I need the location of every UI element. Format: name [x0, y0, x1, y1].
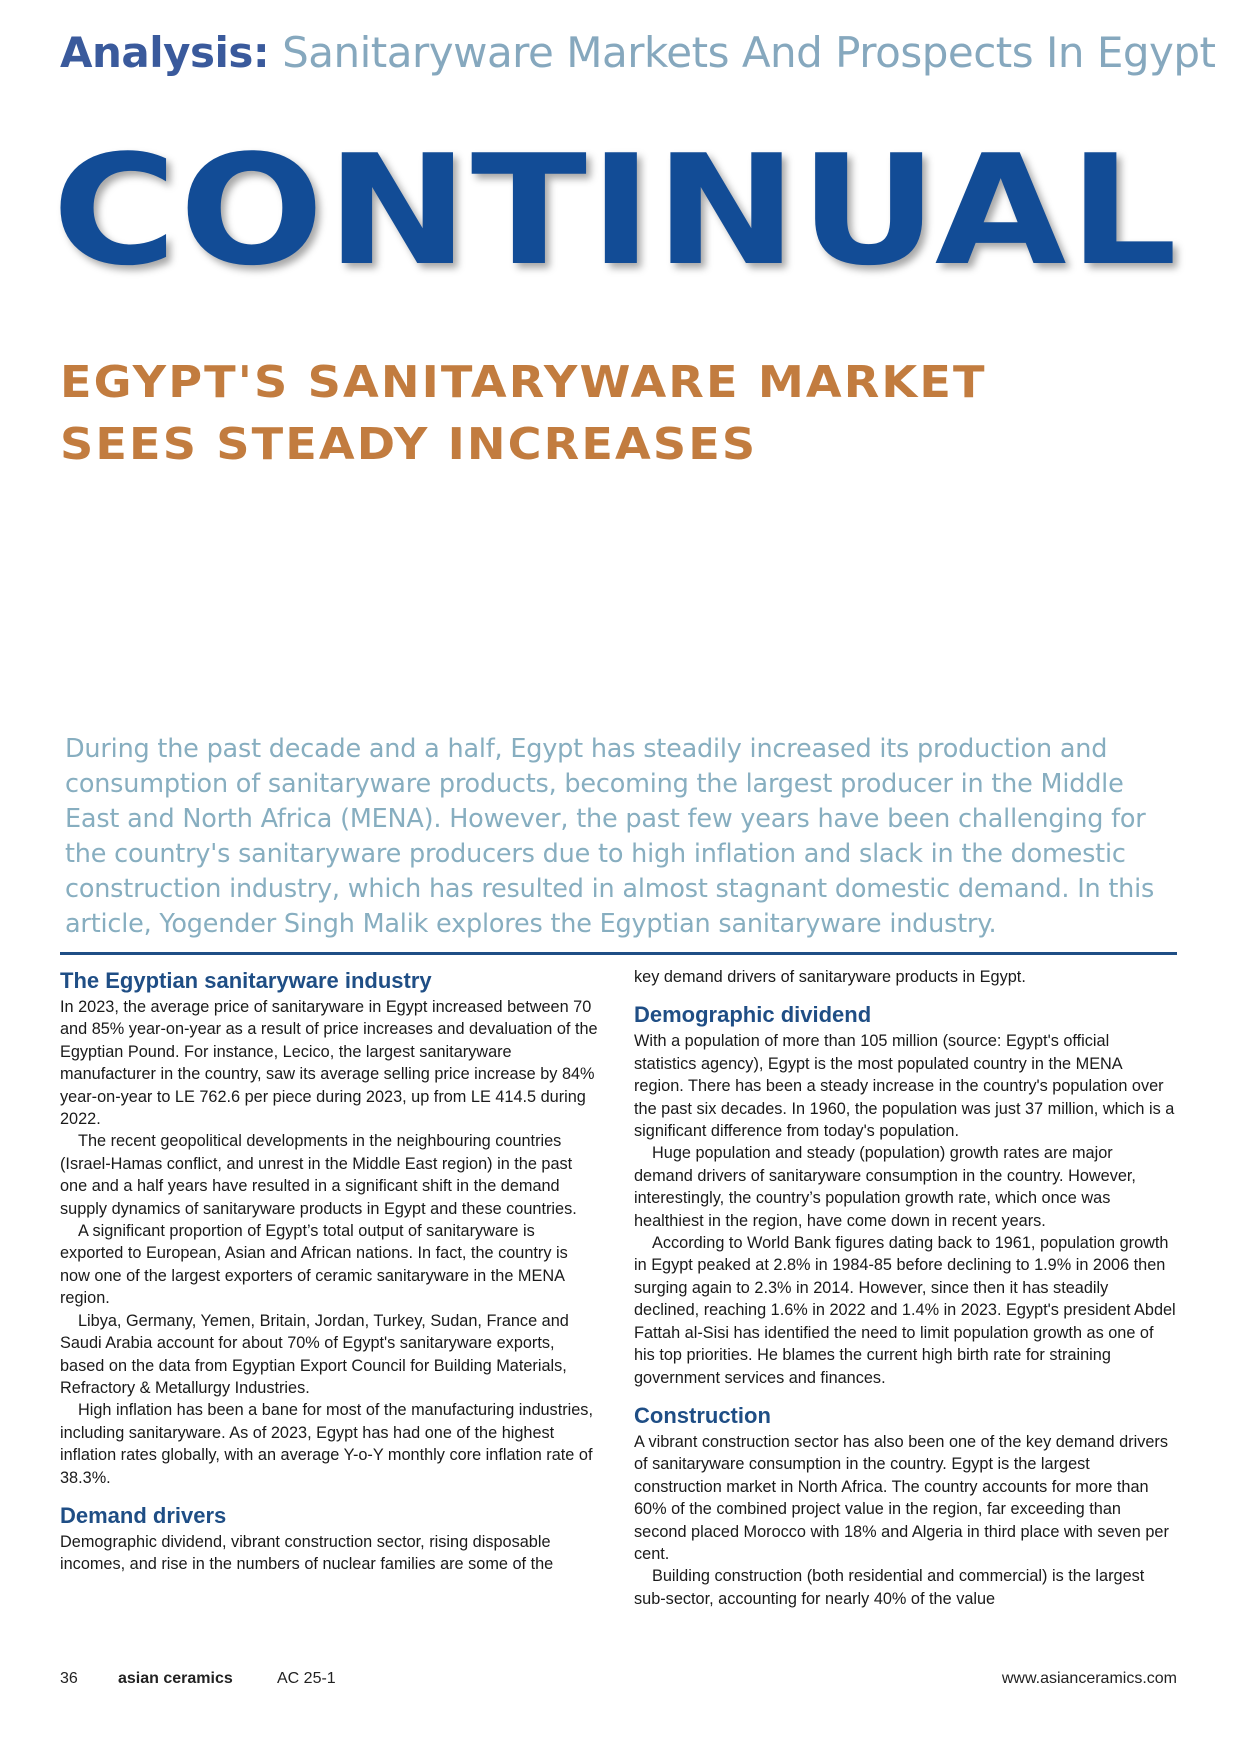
standfirst-line: the country's sanitaryware producers due to high inflation and slack in the domestic: [65, 839, 1126, 869]
left-column: [60, 966, 602, 1576]
kicker-title: Sanitaryware Markets And Prospects In Egypt: [282, 28, 1216, 77]
standfirst-line: East and North Africa (MENA). However, the past few years have been challenging for: [65, 804, 1146, 834]
paragraph: High inflation has been a bane for most of the manufacturing industries, including sanitaryware. As of 2023, Egypt has had one of the highest inflation rates globally, with an average Y-o-Y monthly core inflation rate of 38.3%.: [60, 1401, 593, 1487]
section-heading: Construction: [634, 1402, 771, 1428]
page-number: 36: [60, 1670, 78, 1687]
standfirst: [65, 732, 1155, 942]
paragraph: In 2023, the average price of sanitaryware in Egypt increased between 70 and 85% year-on-year as a result of price increases and devaluation of the Egyptian Pound. For instance, Lecico, the largest sanitaryware manufacturer in the country, saw its average selling price increase by 84% year-on-year to LE 762.6 per piece during 2023, up from LE 414.5 during 2022.: [60, 998, 598, 1129]
section-divider: [60, 952, 1177, 955]
paragraph: Building construction (both residential and commercial) is the largest sub-sector, accounting for nearly 40% of the value: [634, 1567, 1145, 1608]
standfirst-line: consumption of sanitaryware products, becoming the largest producer in the Middle: [65, 769, 1124, 799]
paragraph: key demand drivers of sanitaryware products in Egypt.: [634, 968, 1026, 986]
magazine-name: asian ceramics: [118, 1670, 233, 1687]
section-heading: Demand drivers: [60, 1502, 227, 1528]
subheadline-line: SEES STEADY INCREASES: [60, 419, 758, 470]
paragraph: Huge population and steady (population) growth rates are major demand drivers of sanitaryware consumption in the country. However, interestingly, the country’s population growth rate, which once was healthiest in the region, have come down in recent years.: [634, 1144, 1136, 1230]
section-heading: The Egyptian sanitaryware industry: [60, 968, 432, 993]
headline: CONTINUAL: [52, 122, 1180, 299]
section-kicker: [60, 28, 1216, 77]
subheadline: [60, 352, 987, 476]
right-column: [634, 966, 1176, 1610]
paragraph: A vibrant construction sector has also been one of the key demand drivers of sanitaryware consumption in the country. Egypt is the largest construction market in North Africa. The country accounts for more than 60% of the combined project value in the region, far exceeding than second placed Morocco with 18% and Algeria in third place with seven per cent.: [634, 1432, 1169, 1563]
standfirst-line: article, Yogender Singh Malik explores the Egyptian sanitaryware industry.: [65, 909, 997, 939]
standfirst-line: construction industry, which has resulted in almost stagnant domestic demand. In this: [65, 874, 1155, 904]
subheadline-line: EGYPT'S SANITARYWARE MARKET: [60, 357, 987, 408]
issue-number: AC 25-1: [277, 1670, 336, 1687]
paragraph: According to World Bank figures dating back to 1961, population growth in Egypt peaked at 2.8% in 1984-85 before declining to 1.9% in 2006 then surging again to 2.3% in 2014. However, since then it has steadily declined, reaching 1.6% in 2022 and 1.4% in 2023. Egypt's president Abdel Fattah al-Sisi has identified the need to limit population growth as one of his top priorities. He blames the current high birth rate for straining government services and finances.: [634, 1234, 1176, 1387]
paragraph: Demographic dividend, vibrant construction sector, rising disposable incomes, and rise in the numbers of nuclear families are some of the: [60, 1532, 554, 1574]
website-url: www.asianceramics.com: [1001, 1670, 1177, 1687]
paragraph: With a population of more than 105 million (source: Egypt's official statistics agency), Egypt is the most populated country in the MENA region. There has been a steady increase in the country's population over the past six decades. In 1960, the population was just 37 million, which is a significant difference from today's population.: [634, 1032, 1175, 1141]
paragraph: Libya, Germany, Yemen, Britain, Jordan, Turkey, Sudan, France and Saudi Arabia account for about 70% of Egypt's sanitaryware exports, based on the data from Egyptian Export Council for Building Materials, Refractory & Metallurgy Industries.: [60, 1311, 569, 1397]
paragraph: A significant proportion of Egypt’s total output of sanitaryware is exported to European, Asian and African nations. In fact, the country is now one of the largest exporters of ceramic sanitaryware in the MENA region.: [60, 1222, 568, 1308]
section-heading: Demographic dividend: [634, 1002, 872, 1028]
standfirst-line: During the past decade and a half, Egypt has steadily increased its production and: [65, 734, 1108, 764]
kicker-label: Analysis:: [60, 28, 270, 77]
paragraph: The recent geopolitical developments in the neighbouring countries (Israel-Hamas conflict, and unrest in the Middle East region) in the past one and a half years have resulted in a significant shift in the demand supply dynamics of sanitaryware products in Egypt and these countries.: [60, 1132, 577, 1218]
